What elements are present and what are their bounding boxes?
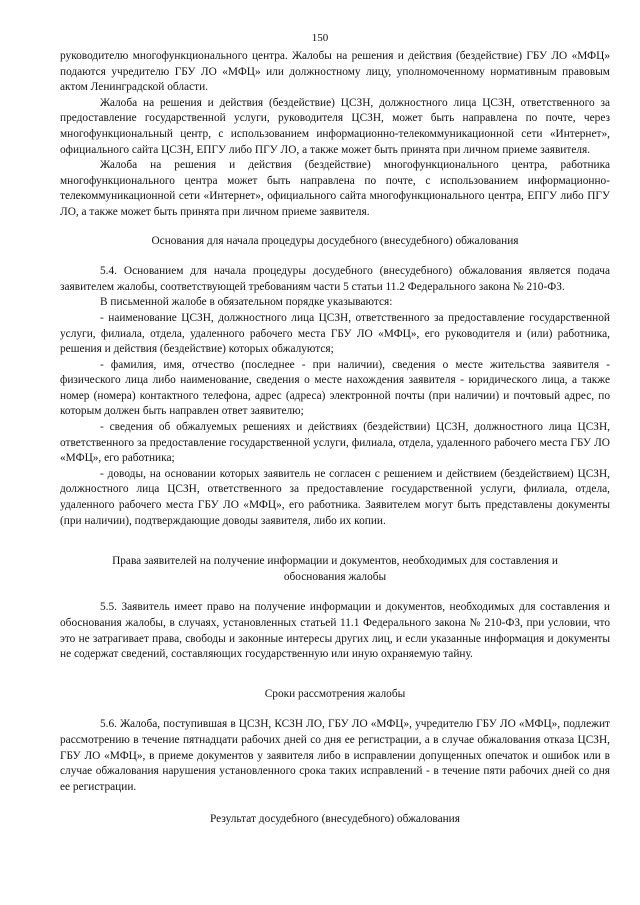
list-item-arguments: - доводы, на основании которых заявитель не согласен с решением и действием (бездействием) ЦСЗН, должностного лица ЦСЗН, ответственного за предоставление государственной услуги, филиала, отдела, удаленного рабочего места ГБУ ЛО «МФЦ», его работника. Заявителем могут быть представлены документы (при наличии), подтверждающие доводы заявителя, либо их копии. [60,467,610,527]
section-heading-terms: Сроки рассмотрения жалобы [264,687,406,700]
paragraph-complaint-cszn: Жалоба на решения и действия (бездействие) ЦСЗН, должностного лица ЦСЗН, ответственного за предоставление государственной услуги, руководителя ЦСЗН, может быть направлена по почте, через многофункциональный центр, с использованием информационно-телекоммуникационной сети «Интернет», официального сайта ЦСЗН, ЕПГУ либо ПГУ ЛО, а также может быть принята при личном приеме заявителя. [60,96,610,156]
paragraph-5-5: 5.5. Заявитель имеет право на получение информации и документов, необходимых для составления и обоснования жалобы, в случаях, установленных статьей 11.1 Федерального закона № 210-ФЗ, при условии, что это не затрагивает права, свободы и законные интересы других лиц, и если указанные информация и документы не содержат сведений, составляющих государственную или иную охраняемую тайну. [60,601,610,661]
paragraph-complaint-mfc: Жалоба на решения и действия (бездействие) многофункционального центра, работника многофункционального центра может быть направлена по почте, с использованием информационно-телекоммуникационной сети «Интернет», официального сайта многофункционального центра, ЕПГУ либо ПГУ ЛО, а также может быть принята при личном приеме заявителя. [60,159,610,218]
list-item-decisions: - сведения об обжалуемых решениях и действиях (бездействии) ЦСЗН, должностного лица ЦСЗН, ответственного за предоставление государственной услуги, филиала, отдела, удаленного рабочего места ГБУ ЛО «МФЦ», его работника; [60,421,610,465]
section-heading-grounds: Основания для начала процедуры досудебного (внесудебного) обжалования [151,234,519,247]
paragraph-5-6: 5.6. Жалоба, поступившая в ЦСЗН, КСЗН ЛО, ГБУ ЛО «МФЦ», учредителю ГБУ ЛО «МФЦ», подлежит рассмотрению в течение пятнадцати рабочих дней со дня ее регистрации, а в случае обжалования отказа ЦСЗН, ГБУ ЛО «МФЦ», в приеме документов у заявителя либо в исправлении допущенных опечаток и ошибок или в случае обжалования нарушения установленного срока таких исправлений - в течение пяти рабочих дней со дня ее регистрации. [60,718,610,793]
section-heading-rights-line1: Права заявителей на получение информации и документов, необходимых для составления и [112,555,558,568]
page-number: 150 [311,32,329,44]
paragraph-written-complaint: В письменной жалобе в обязательном порядке указываются: [100,296,393,309]
section-heading-result: Результат досудебного (внесудебного) обжалования [210,813,460,826]
paragraph-continuation: руководителю многофункционального центра. Жалобы на решения и действия (бездействие) ГБУ ЛО «МФЦ» подаются учредителю ГБУ ЛО «МФЦ» или должностному лицу, уполномоченному нормативным правовым актом Ленинградской области. [60,50,610,94]
list-item-applicant: - фамилия, имя, отчество (последнее - при наличии), сведения о месте жительства заявителя - физического лица либо наименование, сведения о месте нахождения заявителя - юридического лица, а также номер (номера) контактного телефона, адрес (адреса) электронной почты (при наличии) и почтовый адрес, по которым должен быть направлен ответ заявителю; [60,358,610,418]
document-body [60,49,610,828]
paragraph-5-4: 5.4. Основанием для начала процедуры досудебного (внесудебного) обжалования является подача заявителем жалобы, соответствующей требованиям части 5 статьи 11.2 Федерального закона № 210-ФЗ. [60,265,610,293]
list-item-name: - наименование ЦСЗН, должностного лица ЦСЗН, ответственного за предоставление государственной услуги, филиала, отдела, удаленного рабочего места ГБУ ЛО «МФЦ», его руководителя и (или) работника, решения и действия (бездействие) которых обжалуются; [60,311,610,356]
section-heading-rights-line2: обоснования жалобы [283,570,387,583]
